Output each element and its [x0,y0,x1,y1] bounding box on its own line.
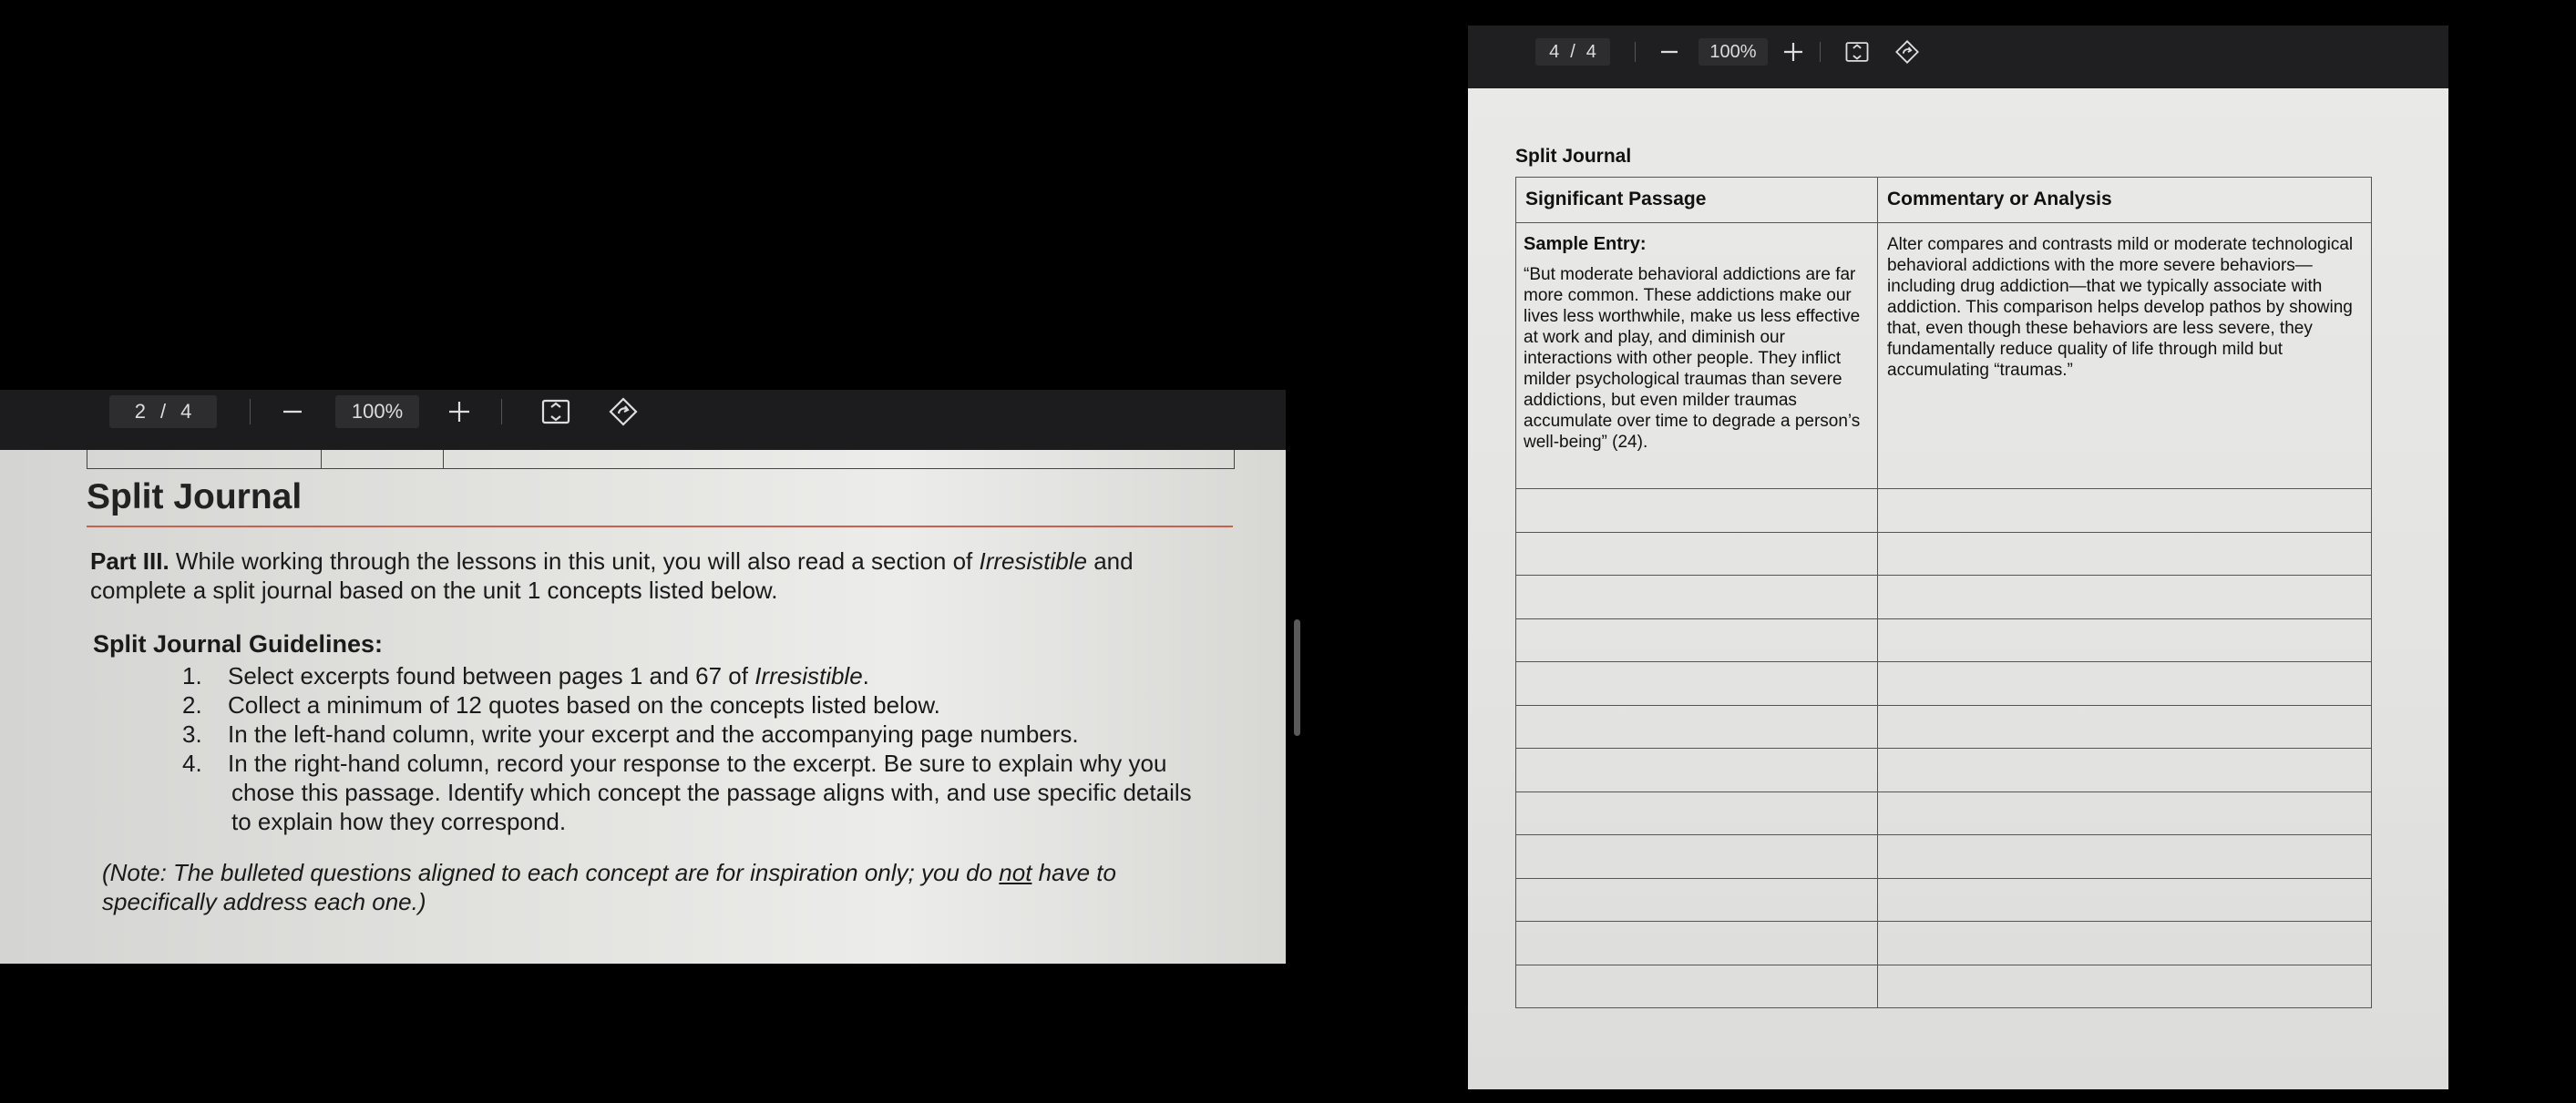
table-row [1516,532,2372,576]
passage-cell[interactable] [1516,489,1878,533]
minus-icon [1659,42,1679,62]
sample-entry-label: Sample Entry: [1524,234,1647,254]
part-line-2: complete a split journal based on the unit 1 concepts listed below. [90,577,778,604]
left-viewer-toolbar [0,390,1286,450]
rotate-button[interactable] [1891,38,1924,66]
passage-cell[interactable] [1516,576,1878,619]
passage-cell[interactable] [1516,878,1878,922]
section-heading: Split Journal [87,477,303,516]
sample-passage-cell[interactable] [1516,223,1878,489]
list-item: 3. In the left-hand column, write your excerpt and the accompanying page numbers. [182,720,1079,748]
column-header-passage: Significant Passage [1516,178,1878,223]
table-row [1516,878,2372,922]
commentary-cell[interactable] [1878,835,2372,879]
fit-page-icon [540,396,571,427]
page-total: 4 [180,400,192,423]
table-row [1516,489,2372,533]
fit-page-button[interactable] [538,395,574,428]
table-row [1516,576,2372,619]
commentary-cell[interactable] [1878,532,2372,576]
page-current: 4 [1549,41,1560,62]
toolbar-divider [250,399,251,424]
commentary-cell[interactable] [1878,792,2372,835]
book-title: Irresistible [979,547,1087,575]
rotate-icon [607,395,640,428]
passage-cell[interactable] [1516,662,1878,706]
plus-icon [1782,41,1804,63]
passage-cell[interactable] [1516,618,1878,662]
guidelines-list [182,661,1192,836]
toolbar-divider [1635,42,1636,62]
list-item: 1. Select excerpts found between pages 1 and 67 of Irresistible. [182,662,869,689]
fit-page-button[interactable] [1842,38,1873,66]
table-row [1516,618,2372,662]
scrollbar-handle[interactable] [1294,619,1300,736]
passage-cell[interactable] [1516,749,1878,792]
zoom-level[interactable] [335,395,419,428]
passage-cell[interactable] [1516,532,1878,576]
zoom-level-text: 100% [1709,41,1757,62]
table-row [1516,835,2372,879]
fit-page-icon [1844,39,1870,65]
zoom-level[interactable] [1699,38,1768,66]
heading-rule [87,526,1233,527]
column-header-commentary: Commentary or Analysis [1878,178,2372,223]
zoom-in-button[interactable] [1778,38,1809,66]
table-row [1516,792,2372,835]
document-page-4 [1468,88,2448,1089]
table-row [1516,662,2372,706]
toolbar-divider [1820,42,1821,62]
part-three-paragraph [90,546,1134,605]
left-document-viewer [0,390,1286,964]
table-row [1516,749,2372,792]
passage-cell[interactable] [1516,792,1878,835]
guidelines-heading: Split Journal Guidelines: [93,630,384,658]
sample-passage-text: “But moderate behavioral addictions are far more common. These addictions make our lives less worthwhile, make us less effective at work and play, and diminish our interactions with other people. They inflict milder psychological traumas than severe addictions, but even milder traumas accumulate over time to degrade a person’s well-being” (24). [1524,265,1861,452]
zoom-level-text: 100% [351,400,404,423]
part-label: Part III. [90,547,169,575]
page-separator: / [1570,41,1575,62]
document-page-2 [0,450,1286,964]
commentary-cell[interactable] [1878,576,2372,619]
sample-commentary-text: Alter compares and contrasts mild or moderate technological behavioral addictions with the more severe behaviors—including drug addiction—that we typically associate with addiction. This comparison helps develop pathos by showing that, even though these behaviors are less severe, they fundamentally reduce quality of life through mild but accumulating “traumas.” [1887,235,2354,380]
passage-cell[interactable] [1516,922,1878,965]
commentary-cell[interactable] [1878,749,2372,792]
table-row [1516,965,2372,1008]
split-journal-table [1515,177,2372,1008]
zoom-out-button[interactable] [1655,38,1684,66]
page-total: 4 [1586,41,1596,62]
page-indicator[interactable] [109,395,217,428]
passage-cell[interactable] [1516,965,1878,1008]
page-indicator[interactable] [1535,38,1610,66]
commentary-cell[interactable] [1878,878,2372,922]
list-item: 4. In the right-hand column, record your response to the excerpt. Be sure to explain why you chose this passage. Identify which concept the passage aligns with, and use specific details to explain how they correspond. [182,750,1192,835]
sample-commentary-cell[interactable] [1878,223,2372,489]
toolbar-divider [501,399,502,424]
part-text: While working through the lessons in this unit, you will also read a section of [169,547,980,575]
page-separator: / [159,400,167,423]
sample-entry-row [1516,223,2372,489]
table-row [1516,705,2372,749]
passage-cell[interactable] [1516,705,1878,749]
zoom-out-button[interactable] [275,395,310,428]
commentary-cell[interactable] [1878,705,2372,749]
commentary-cell[interactable] [1878,489,2372,533]
rotate-icon [1894,38,1921,66]
commentary-cell[interactable] [1878,922,2372,965]
commentary-cell[interactable] [1878,662,2372,706]
minus-icon [281,400,304,424]
table-row [1516,922,2372,965]
underlined-word: not [999,859,1032,886]
plus-icon [446,399,472,424]
right-document-viewer [1468,26,2448,1089]
zoom-in-button[interactable] [441,395,477,428]
commentary-cell[interactable] [1878,618,2372,662]
part-text-end: and [1086,547,1134,575]
page-title: Split Journal [1515,146,1632,167]
commentary-cell[interactable] [1878,965,2372,1008]
note-paragraph: (Note: The bulleted questions aligned to each concept are for inspiration only; you do not have to specifically address each one.) [102,859,1116,915]
list-item: 2. Collect a minimum of 12 quotes based on the concepts listed below. [182,691,940,719]
previous-table-remnant [87,450,1235,469]
page-current: 2 [134,400,146,423]
right-viewer-toolbar [1468,26,2448,88]
passage-cell[interactable] [1516,835,1878,879]
rotate-button[interactable] [603,395,643,428]
